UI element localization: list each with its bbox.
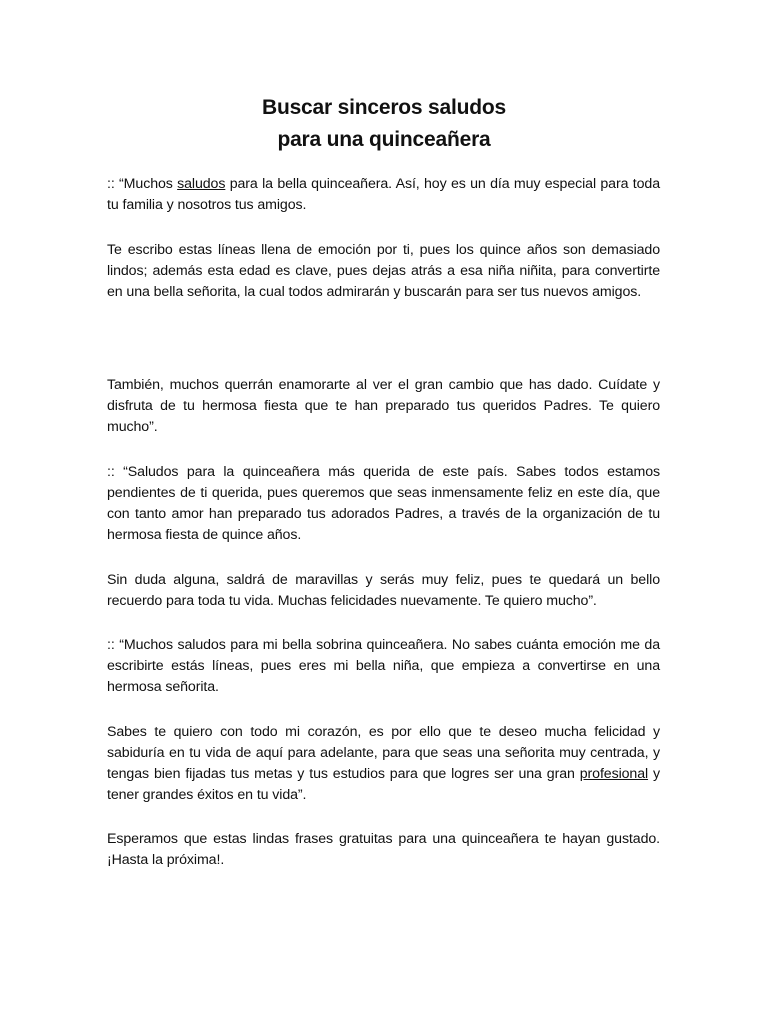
paragraph-1-end: para la bella quinceañera. Así, hoy es un día muy especial para toda tu familia y nosotros tus amigos. (107, 176, 660, 213)
title-line-1: Buscar sinceros saludos (261, 96, 506, 119)
paragraph-7-start: Sabes te quiero con todo mi corazón, es por ello que te deseo mucha felicidad y sabiduría en tu vida de aquí para adelante, para que seas una señorita muy centrada, y tengas bien fijadas tus metas y tus estudios para que logres ser una gran (107, 724, 660, 782)
paragraph-8-text: Esperamos que estas lindas frases gratuitas para una quinceañera te hayan gustado. ¡Hasta la próxima!. (107, 831, 660, 868)
paragraph-7-end: y tener grandes éxitos en tu vida”. (107, 766, 660, 803)
paragraph-4 (107, 462, 660, 546)
paragraph-6 (107, 635, 660, 698)
paragraph-2 (107, 240, 660, 303)
profesional-link[interactable]: profesional (579, 766, 649, 782)
paragraph-2-text: Te escribo estas líneas llena de emoción por ti, pues los quince años son demasiado lindos; además esta edad es clave, pues dejas atrás a esa niña niñita, para convertirte en una bella señorita, la cual todos admirarán y buscarán para ser tus nuevos amigos. (107, 242, 660, 300)
paragraph-8 (107, 829, 660, 871)
paragraph-3 (107, 375, 660, 438)
paragraph-3-text: También, muchos querrán enamorarte al ver el gran cambio que has dado. Cuídate y disfruta de tu hermosa fiesta que te han preparado tus queridos Padres. Te quiero mucho”. (107, 377, 660, 435)
paragraph-4-text: :: “Saludos para la quinceañera más querida de este país. Sabes todos estamos pendientes de ti querida, pues queremos que seas inmensamente feliz en este día, que con tanto amor han preparado tus adorados Padres, a través de la organización de tu hermosa fiesta de quince años. (107, 464, 660, 543)
paragraph-1-start: :: “Muchos (107, 176, 178, 192)
paragraph-6-text: :: “Muchos saludos para mi bella sobrina quinceañera. No sabes cuánta emoción me da escribirte estás líneas, pues eres mi bella niña, que empieza a convertirse en una hermosa señorita. (107, 637, 660, 695)
paragraph-1 (107, 174, 660, 216)
title-line-2: para una quinceañera (277, 128, 491, 151)
paragraph-7 (107, 722, 660, 806)
paragraph-5 (107, 570, 660, 612)
saludos-link[interactable]: saludos (177, 176, 226, 192)
document-title (0, 92, 768, 156)
paragraph-5-text: Sin duda alguna, saldrá de maravillas y serás muy feliz, pues te quedará un bello recuerdo para toda tu vida. Muchas felicidades nuevamente. Te quiero mucho”. (107, 572, 660, 609)
